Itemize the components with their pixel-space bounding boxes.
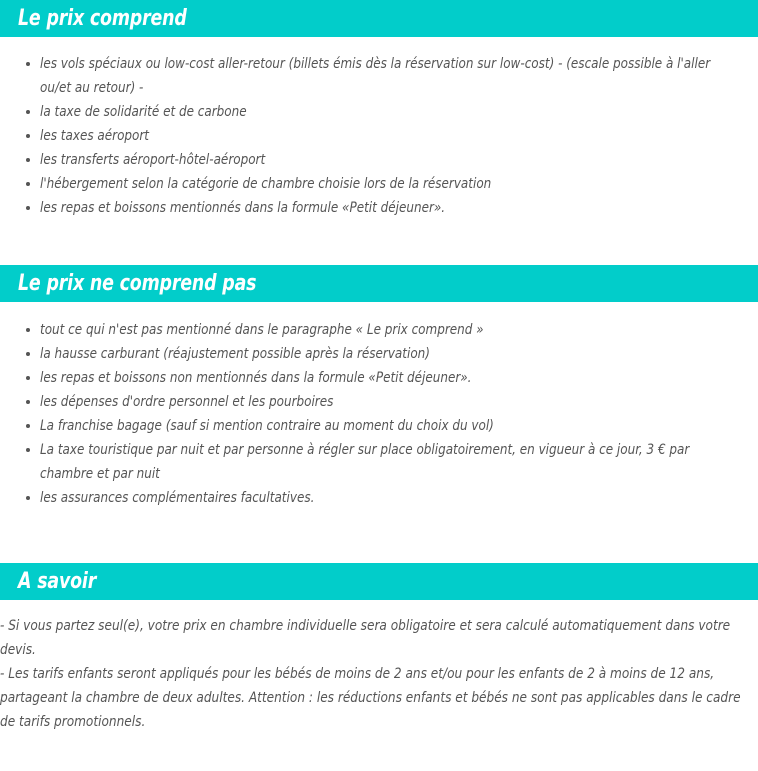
bullet-icon <box>26 134 30 138</box>
bullet-icon <box>26 424 30 428</box>
bullet-icon <box>26 206 30 210</box>
list-item-text: les transferts aéroport-hôtel-aéroport <box>40 152 266 168</box>
list-item-text: les dépenses d'ordre personnel et les pourboires <box>40 394 334 410</box>
list-item <box>0 318 758 342</box>
section-spacer <box>0 510 758 563</box>
bullet-icon <box>26 328 30 332</box>
notice-paragraph <box>0 614 752 662</box>
bullet-icon <box>26 110 30 114</box>
list-item <box>0 414 758 438</box>
bullet-icon <box>26 448 30 452</box>
bullet-icon <box>26 496 30 500</box>
list-item <box>0 390 758 414</box>
list-item-text: les repas et boissons non mentionnés dans la formule «Petit déjeuner». <box>40 370 472 386</box>
list-item <box>0 124 758 148</box>
section-body-le-prix-comprend <box>0 37 758 220</box>
notice-paragraph <box>0 662 752 734</box>
bullet-icon <box>26 62 30 66</box>
list-item <box>0 366 758 390</box>
bullet-icon <box>26 158 30 162</box>
list-item-text: les assurances complémentaires facultatives. <box>40 490 315 506</box>
list-item-text: la taxe de solidarité et de carbone <box>40 104 247 120</box>
list-item-text: l'hébergement selon la catégorie de chambre choisie lors de la réservation <box>40 176 492 192</box>
bullet-icon <box>26 182 30 186</box>
list-item <box>0 148 758 172</box>
section-title: Le prix ne comprend pas <box>18 270 257 296</box>
section-title: A savoir <box>18 568 97 594</box>
list-item <box>0 172 758 196</box>
section-header-le-prix-ne-comprend-pas <box>0 265 758 302</box>
section-header-le-prix-comprend <box>0 0 758 37</box>
list-item <box>0 486 758 510</box>
list-item-text: les vols spéciaux ou low-cost aller-retour (billets émis dès la réservation sur low-cost) - (escale possible à l'aller ou/et au retour) - <box>40 56 711 96</box>
list-item <box>0 100 758 124</box>
list-item-text: La taxe touristique par nuit et par personne à régler sur place obligatoirement, en vigueur à ce jour, 3 € par chambre et par nuit <box>40 442 690 482</box>
section-header-a-savoir <box>0 563 758 600</box>
included-list <box>0 52 758 220</box>
bullet-icon <box>26 352 30 356</box>
list-item-text: les taxes aéroport <box>40 128 150 144</box>
notice-paragraph-text: - Les tarifs enfants seront appliqués pour les bébés de moins de 2 ans et/ou pour les enfants de 2 à moins de 12 ans, partageant la chambre de deux adultes. Attention : les réductions enfants et bébés ne sont pas applicables dans le cadre de tarifs promotionnels. <box>0 666 741 730</box>
section-body-a-savoir <box>0 600 758 734</box>
section-title: Le prix comprend <box>18 5 187 31</box>
section-body-le-prix-ne-comprend-pas <box>0 302 758 510</box>
list-item-text: La franchise bagage (sauf si mention contraire au moment du choix du vol) <box>40 418 494 434</box>
list-item <box>0 196 758 220</box>
notice-paragraph-text: - Si vous partez seul(e), votre prix en chambre individuelle sera obligatoire et sera calculé automatiquement dans votre devis. <box>0 618 731 658</box>
list-item <box>0 52 758 100</box>
list-item-text: tout ce qui n'est pas mentionné dans le paragraphe « Le prix comprend » <box>40 322 484 338</box>
bullet-icon <box>26 400 30 404</box>
excluded-list <box>0 318 758 510</box>
list-item <box>0 342 758 366</box>
section-spacer <box>0 220 758 265</box>
bullet-icon <box>26 376 30 380</box>
list-item-text: la hausse carburant (réajustement possible après la réservation) <box>40 346 430 362</box>
list-item <box>0 438 758 486</box>
list-item-text: les repas et boissons mentionnés dans la formule «Petit déjeuner». <box>40 200 446 216</box>
